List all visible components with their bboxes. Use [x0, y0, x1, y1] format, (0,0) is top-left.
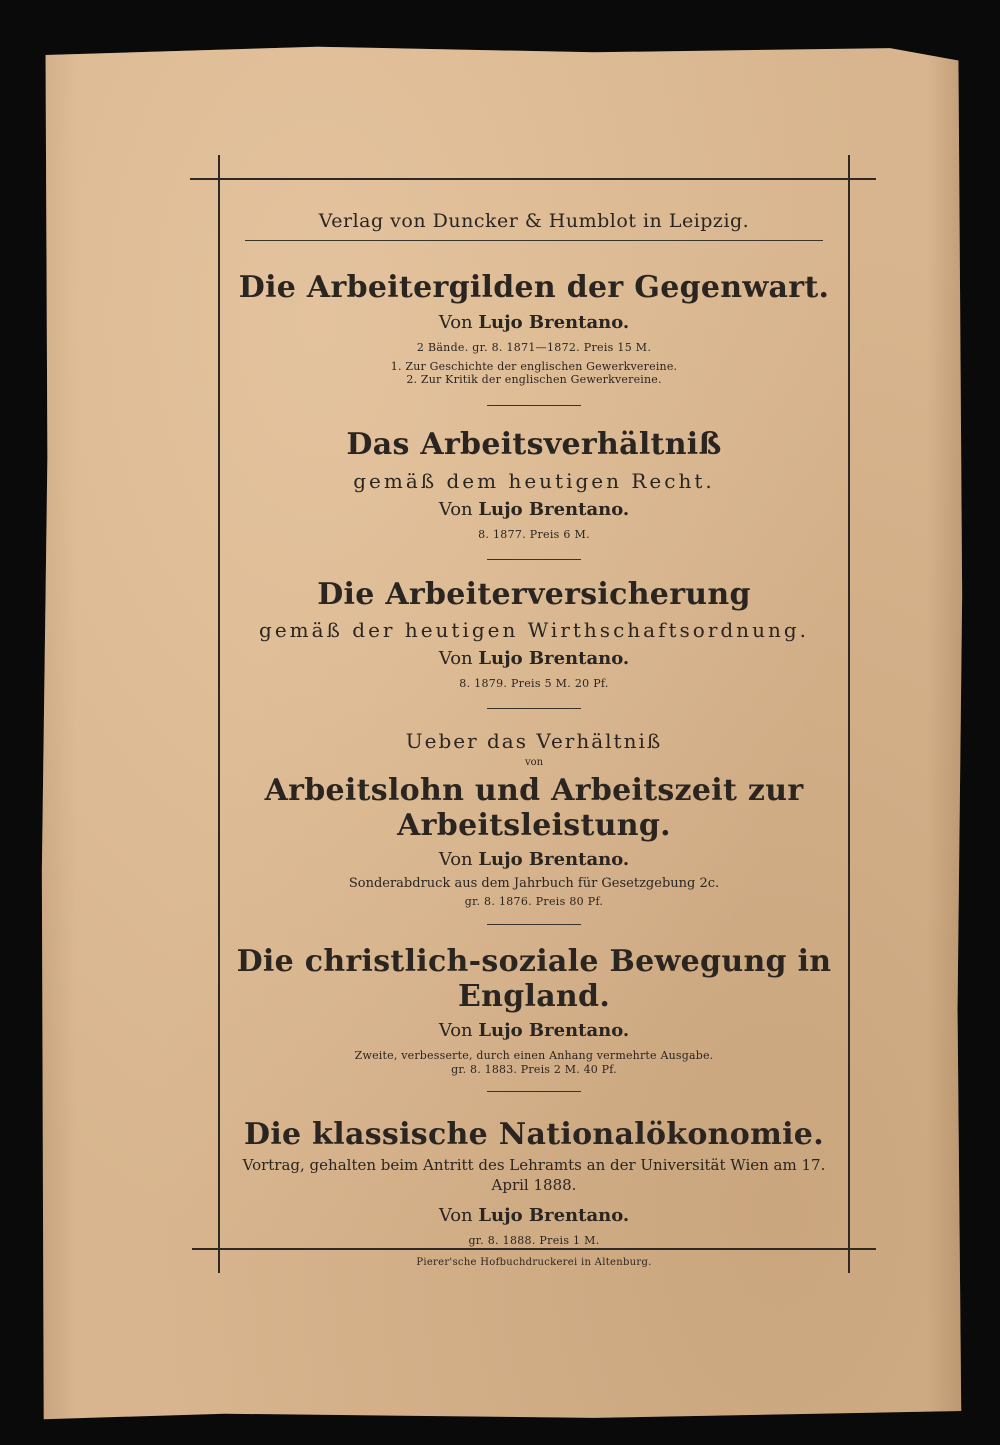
- section-divider: [487, 924, 581, 925]
- book-author: [222, 499, 846, 520]
- printer-imprint: Pierer'sche Hofbuchdruckerei in Altenburg.: [416, 1257, 652, 1268]
- section-divider: [487, 1091, 581, 1092]
- book-title: Die Arbeitergilden der Gegenwart.: [238, 270, 830, 305]
- book-title: Die Arbeiterversicherung: [317, 576, 751, 612]
- book-author: [222, 1020, 846, 1041]
- author-prefix: Von: [438, 311, 473, 333]
- author-prefix: Von: [438, 648, 473, 669]
- book-info: gr. 8. 1883. Preis 2 M. 40 Pf.: [451, 1062, 617, 1076]
- book-title: Die klassische Nationalökonomie.: [244, 1116, 824, 1152]
- book-author: [222, 648, 846, 669]
- section-divider: [487, 708, 581, 709]
- volume-item: 2. Zur Kritik der englischen Gewerkvereine.: [406, 373, 662, 387]
- frame-bottom-line: [192, 1248, 876, 1250]
- book-connector: von: [524, 757, 544, 768]
- book-info: 2 Bände. gr. 8. 1871—1872. Preis 15 M.: [416, 340, 652, 354]
- book-edition: Zweite, verbesserte, durch einen Anhang vermehrte Ausgabe.: [354, 1049, 714, 1062]
- frame-left-line: [218, 155, 220, 1273]
- book-note: Sonderabdruck aus dem Jahrbuch für Gesetzgebung 2c.: [348, 876, 720, 891]
- volume-item: 1. Zur Geschichte der englischen Gewerkvereine.: [390, 359, 678, 373]
- frame-right-line: [848, 155, 850, 1273]
- book-info: gr. 8. 1876. Preis 80 Pf.: [464, 895, 604, 908]
- publisher-heading: Verlag von Duncker & Humblot in Leipzig.: [318, 210, 750, 232]
- section-divider: [487, 405, 581, 406]
- book-title: Das Arbeitsverhältniß: [346, 427, 722, 462]
- book-entry: [222, 578, 846, 691]
- book-title: Die christlich-soziale Bewegung in England.: [236, 944, 832, 1014]
- book-title: Arbeitslohn und Arbeitszeit zur Arbeitsleistung.: [264, 773, 804, 843]
- author-prefix: Von: [438, 849, 473, 870]
- book-info: gr. 8. 1888. Preis 1 M.: [468, 1234, 600, 1247]
- author-name: Lujo Brentano.: [478, 498, 630, 520]
- publisher-rule: [245, 240, 823, 241]
- author-name: Lujo Brentano.: [478, 849, 630, 870]
- book-subtitle: gemäß dem heutigen Recht.: [353, 468, 715, 493]
- book-entry: [222, 271, 846, 387]
- book-author: [222, 849, 846, 870]
- frame-top-line: [190, 178, 876, 180]
- author-prefix: Von: [438, 1205, 473, 1226]
- author-name: Lujo Brentano.: [478, 311, 630, 333]
- book-info: 8. 1879. Preis 5 M. 20 Pf.: [459, 677, 609, 690]
- advertisement-page: [222, 186, 846, 1247]
- book-entry: [222, 1118, 846, 1248]
- author-name: Lujo Brentano.: [478, 648, 630, 669]
- book-entry: [222, 729, 846, 908]
- section-divider: [487, 559, 581, 560]
- book-author: [222, 1205, 846, 1226]
- author-prefix: Von: [438, 1020, 473, 1041]
- book-author: [222, 312, 846, 333]
- author-name: Lujo Brentano.: [478, 1205, 630, 1226]
- book-subtitle: Vortrag, gehalten beim Antritt des Lehramts an der Universität Wien am 17. April 1888.: [242, 1156, 826, 1194]
- book-entry: [222, 945, 846, 1077]
- book-pre-title: Ueber das Verhältniß: [405, 729, 663, 753]
- book-subtitle: gemäß der heutigen Wirthschaftsordnung.: [259, 618, 809, 642]
- book-entry: [222, 428, 846, 541]
- book-info: 8. 1877. Preis 6 M.: [478, 527, 590, 541]
- author-prefix: Von: [438, 498, 473, 520]
- author-name: Lujo Brentano.: [478, 1020, 630, 1041]
